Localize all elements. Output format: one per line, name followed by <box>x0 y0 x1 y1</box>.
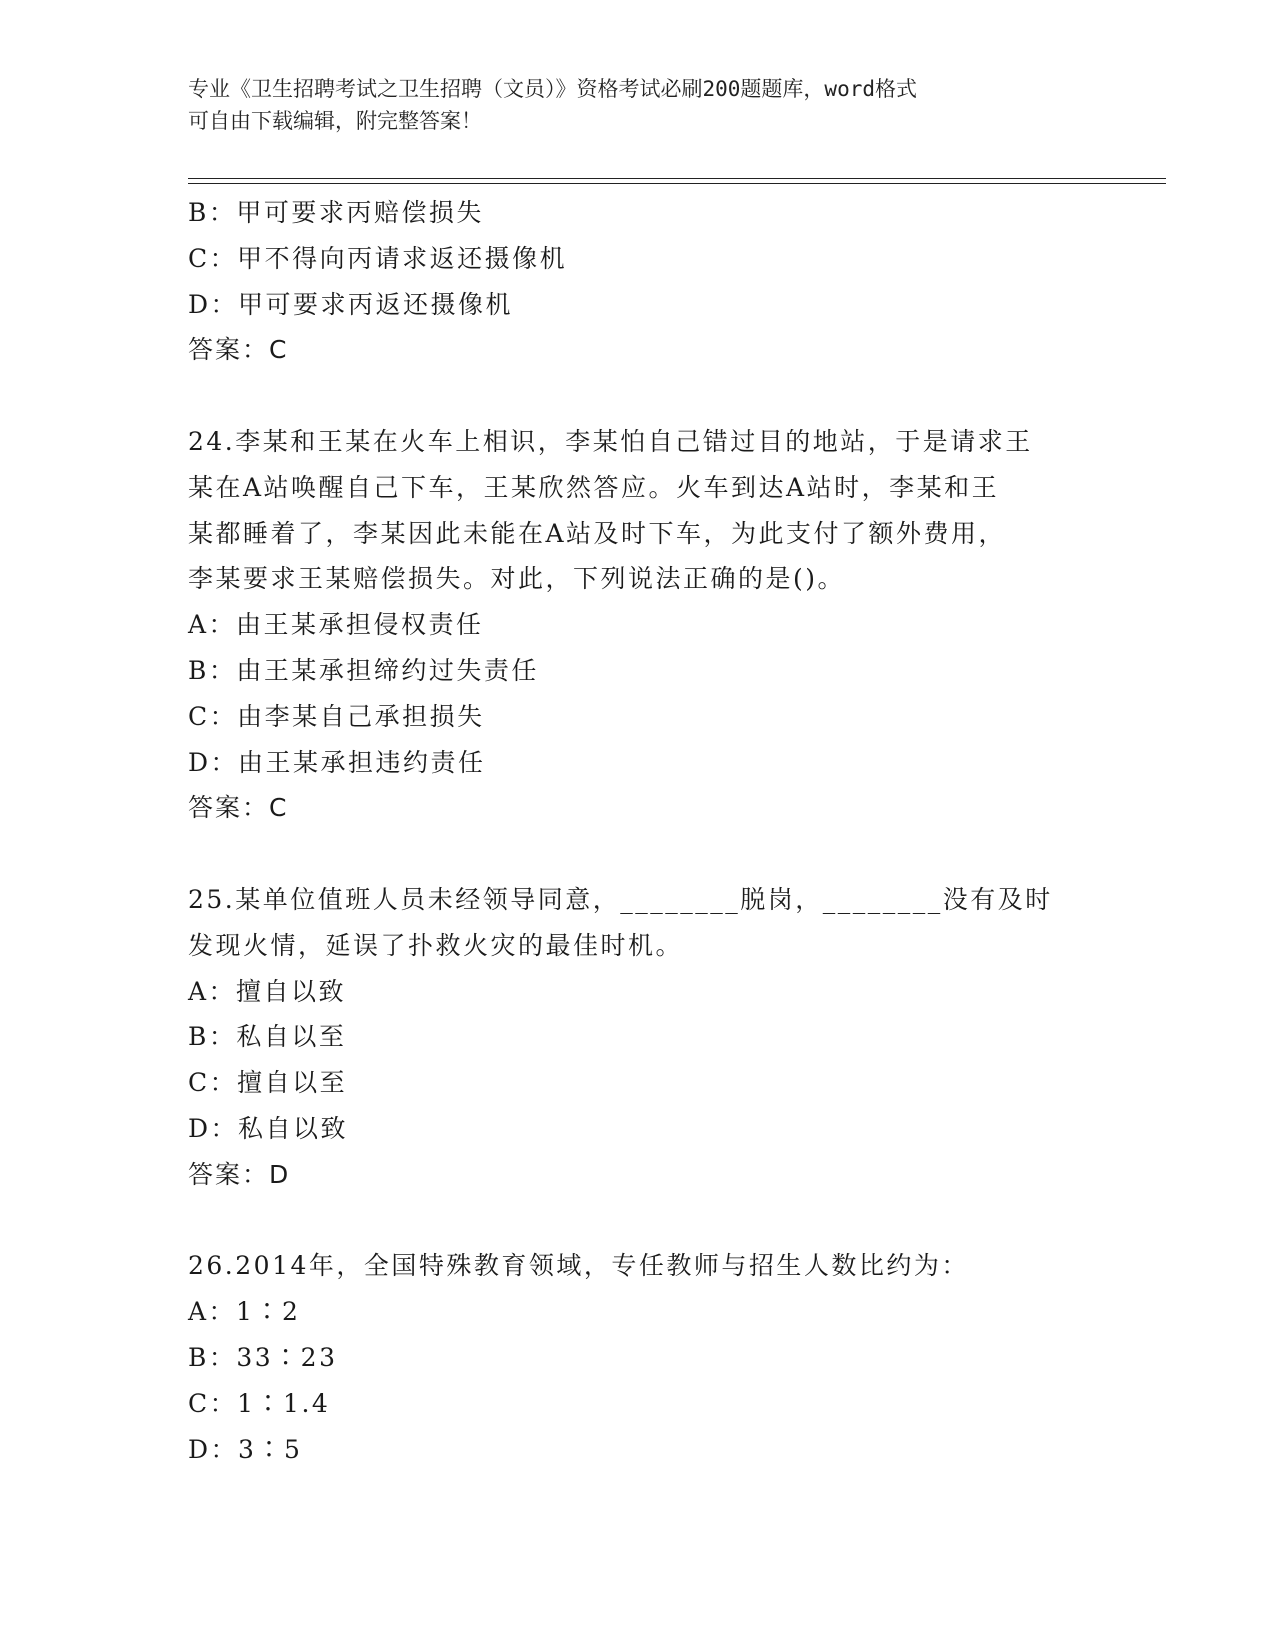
option-b: B：由王某承担缔约过失责任 <box>188 655 539 685</box>
answer: 答案：D <box>188 1159 291 1189</box>
header-line-2: 可自由下载编辑，附完整答案！ <box>188 109 482 133</box>
option-c: C：由李某自己承担损失 <box>188 701 485 731</box>
option-a: A：由王某承担侵权责任 <box>188 610 484 640</box>
answer: 答案：C <box>188 335 289 365</box>
question-26 <box>188 1243 1088 1472</box>
option-c: C：甲不得向丙请求返还摄像机 <box>188 243 568 273</box>
option-a: A：擅自以致 <box>188 976 347 1006</box>
question-stem-line: 发现火情，延误了扑救火灾的最佳时机。 <box>188 930 684 960</box>
document-body <box>188 190 1088 1472</box>
answer: 答案：C <box>188 793 289 823</box>
spacer <box>188 373 1088 419</box>
question-stem-line: 24.李某和王某在火车上相识，李某怕自己错过目的地站，于是请求王 <box>188 426 1033 456</box>
option-a: A：1∶2 <box>188 1297 301 1327</box>
question-25 <box>188 877 1088 1198</box>
question-stem-line: 26.2014年，全国特殊教育领域，专任教师与招生人数比约为： <box>188 1251 969 1281</box>
header-divider-top <box>188 178 1166 179</box>
question-24 <box>188 419 1088 831</box>
document-header <box>188 73 1088 137</box>
option-d: D：甲可要求丙返还摄像机 <box>188 289 514 319</box>
header-divider-bottom <box>188 183 1166 184</box>
question-stem-line: 25.某单位值班人员未经领导同意，________脱岗，________没有及时 <box>188 884 1053 914</box>
question-stem-line: 某在A站唤醒自己下车，王某欣然答应。火车到达A站时，李某和王 <box>188 472 1000 502</box>
question-23-tail <box>188 190 1088 373</box>
option-d: D：3∶5 <box>188 1434 303 1464</box>
option-b: B：甲可要求丙赔偿损失 <box>188 198 484 227</box>
header-line-1: 专业《卫生招聘考试之卫生招聘（文员）》资格考试必刷200题题库，word格式 <box>188 77 917 101</box>
option-b: B：33∶23 <box>188 1342 338 1372</box>
option-c: C：擅自以至 <box>188 1068 348 1098</box>
question-stem-line: 某都睡着了，李某因此未能在A站及时下车，为此支付了额外费用， <box>188 518 1007 548</box>
option-c: C：1∶1.4 <box>188 1388 331 1418</box>
question-stem-line: 李某要求王某赔偿损失。对此，下列说法正确的是()。 <box>188 564 846 594</box>
spacer <box>188 831 1088 877</box>
option-b: B：私自以至 <box>188 1022 347 1052</box>
option-d: D：私自以致 <box>188 1113 349 1143</box>
option-d: D：由王某承担违约责任 <box>188 747 486 777</box>
spacer <box>188 1198 1088 1244</box>
